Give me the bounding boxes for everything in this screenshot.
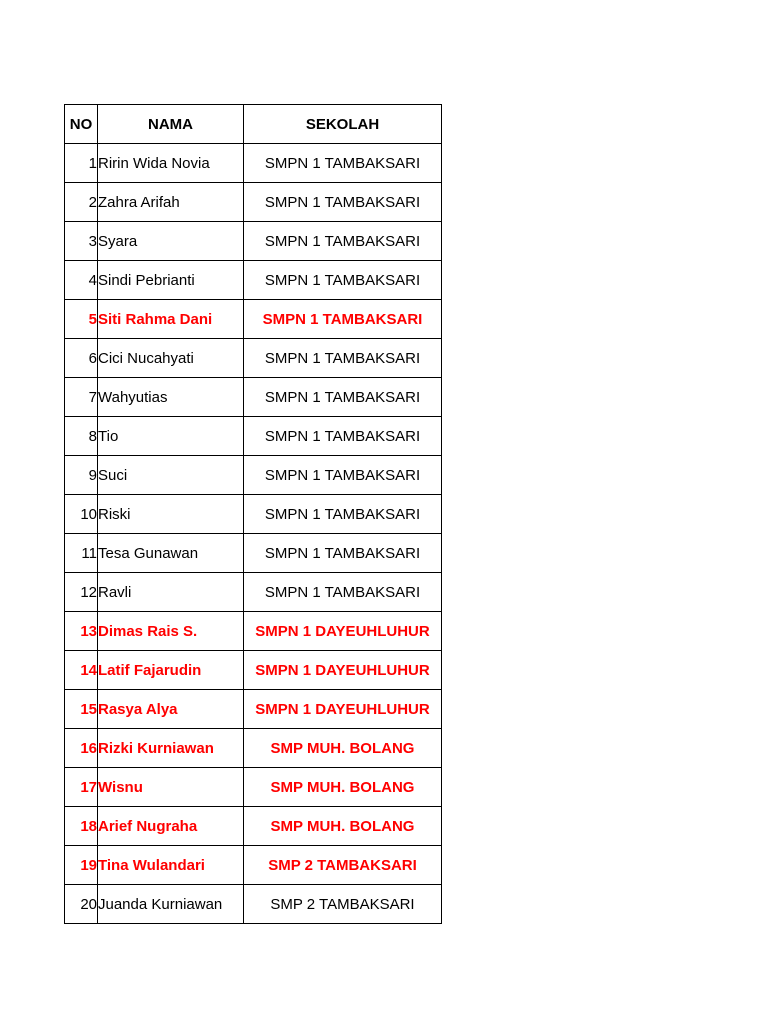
- row-sekolah: SMPN 1 TAMBAKSARI: [244, 378, 442, 417]
- table-row: [65, 300, 442, 339]
- table-row: [65, 456, 442, 495]
- table-row: [65, 417, 442, 456]
- row-nama: Suci: [98, 456, 244, 495]
- row-no: 20: [65, 885, 98, 924]
- row-sekolah: SMPN 1 TAMBAKSARI: [244, 417, 442, 456]
- row-nama: Tina Wulandari: [98, 846, 244, 885]
- row-sekolah: SMPN 1 TAMBAKSARI: [244, 456, 442, 495]
- table-body: [65, 144, 442, 924]
- row-nama: Riski: [98, 495, 244, 534]
- row-no: 14: [65, 651, 98, 690]
- table-row: [65, 261, 442, 300]
- table-row: [65, 573, 442, 612]
- row-nama: Ravli: [98, 573, 244, 612]
- row-sekolah: SMPN 1 TAMBAKSARI: [244, 261, 442, 300]
- table-row: [65, 729, 442, 768]
- row-no: 16: [65, 729, 98, 768]
- row-nama: Sindi Pebrianti: [98, 261, 244, 300]
- row-nama: Juanda Kurniawan: [98, 885, 244, 924]
- row-nama: Tio: [98, 417, 244, 456]
- table-row: [65, 183, 442, 222]
- table-row: [65, 495, 442, 534]
- row-sekolah: SMPN 1 TAMBAKSARI: [244, 300, 442, 339]
- table-row: [65, 690, 442, 729]
- row-sekolah: SMPN 1 DAYEUHLUHUR: [244, 690, 442, 729]
- row-no: 11: [65, 534, 98, 573]
- row-no: 15: [65, 690, 98, 729]
- row-sekolah: SMPN 1 TAMBAKSARI: [244, 573, 442, 612]
- table-row: [65, 339, 442, 378]
- table-row: [65, 807, 442, 846]
- row-nama: Tesa Gunawan: [98, 534, 244, 573]
- table-row: [65, 885, 442, 924]
- row-no: 5: [65, 300, 98, 339]
- row-nama: Rasya Alya: [98, 690, 244, 729]
- row-nama: Siti Rahma Dani: [98, 300, 244, 339]
- row-sekolah: SMPN 1 TAMBAKSARI: [244, 534, 442, 573]
- row-no: 19: [65, 846, 98, 885]
- row-sekolah: SMPN 1 TAMBAKSARI: [244, 183, 442, 222]
- table-row: [65, 144, 442, 183]
- table-row: [65, 768, 442, 807]
- row-nama: Rizki Kurniawan: [98, 729, 244, 768]
- row-nama: Dimas Rais S.: [98, 612, 244, 651]
- header-sekolah: SEKOLAH: [244, 105, 442, 144]
- row-nama: Zahra Arifah: [98, 183, 244, 222]
- table-row: [65, 612, 442, 651]
- row-no: 3: [65, 222, 98, 261]
- row-no: 10: [65, 495, 98, 534]
- row-no: 13: [65, 612, 98, 651]
- row-sekolah: SMP MUH. BOLANG: [244, 807, 442, 846]
- table-row: [65, 846, 442, 885]
- row-no: 17: [65, 768, 98, 807]
- row-no: 2: [65, 183, 98, 222]
- table-row: [65, 651, 442, 690]
- row-sekolah: SMP 2 TAMBAKSARI: [244, 885, 442, 924]
- row-nama: Ririn Wida Novia: [98, 144, 244, 183]
- row-no: 18: [65, 807, 98, 846]
- row-no: 7: [65, 378, 98, 417]
- table-row: [65, 222, 442, 261]
- student-table: [64, 104, 442, 924]
- row-sekolah: SMPN 1 DAYEUHLUHUR: [244, 651, 442, 690]
- table-row: [65, 534, 442, 573]
- row-nama: Syara: [98, 222, 244, 261]
- header-nama: NAMA: [98, 105, 244, 144]
- row-sekolah: SMPN 1 TAMBAKSARI: [244, 144, 442, 183]
- row-no: 9: [65, 456, 98, 495]
- table-row: [65, 378, 442, 417]
- row-no: 1: [65, 144, 98, 183]
- row-no: 8: [65, 417, 98, 456]
- row-sekolah: SMPN 1 TAMBAKSARI: [244, 222, 442, 261]
- header-row: [65, 105, 442, 144]
- row-sekolah: SMPN 1 DAYEUHLUHUR: [244, 612, 442, 651]
- row-nama: Wahyutias: [98, 378, 244, 417]
- row-nama: Latif Fajarudin: [98, 651, 244, 690]
- row-no: 12: [65, 573, 98, 612]
- row-sekolah: SMP MUH. BOLANG: [244, 768, 442, 807]
- row-nama: Cici Nucahyati: [98, 339, 244, 378]
- row-sekolah: SMP MUH. BOLANG: [244, 729, 442, 768]
- row-nama: Arief Nugraha: [98, 807, 244, 846]
- row-sekolah: SMPN 1 TAMBAKSARI: [244, 495, 442, 534]
- header-no: NO: [65, 105, 98, 144]
- row-sekolah: SMP 2 TAMBAKSARI: [244, 846, 442, 885]
- row-sekolah: SMPN 1 TAMBAKSARI: [244, 339, 442, 378]
- row-no: 4: [65, 261, 98, 300]
- row-no: 6: [65, 339, 98, 378]
- row-nama: Wisnu: [98, 768, 244, 807]
